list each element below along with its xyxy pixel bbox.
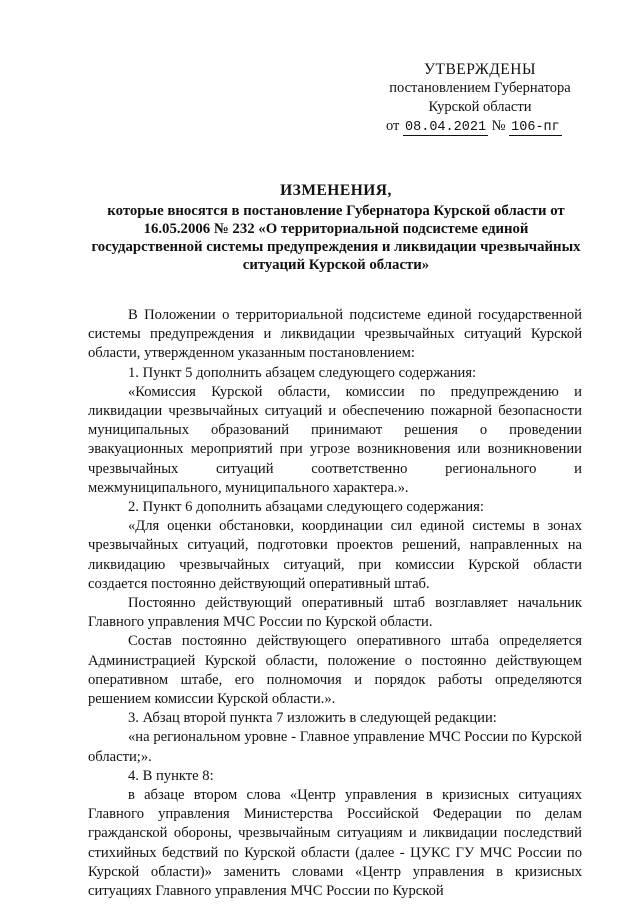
approval-line-1: постановлением Губернатора (389, 80, 571, 96)
paragraph: «Для оценки обстановки, координации сил единой системы в зонах чрезвычайных ситуаций, подготовки проектов решений, направленных на ликвидацию чрезвычайных ситуаций, при комиссии Курской области создается постоянно действующий оперативный штаб. (88, 518, 582, 592)
approval-stamp (380, 60, 580, 137)
approval-number: 106-пг (511, 120, 560, 135)
paragraph: 1. Пункт 5 дополнить абзацем следующего содержания: (128, 364, 477, 381)
paragraph: 3. Абзац второй пункта 7 изложить в следующей редакции: (128, 710, 497, 727)
approval-from: от (386, 118, 400, 134)
approval-number-sign: № (491, 118, 506, 134)
heading-title: ИЗМЕНЕНИЯ, (280, 182, 392, 199)
paragraph: Состав постоянно действующего оперативного штаба определяется Администрацией Курской области, положение о постоянно действующем оперативном штабе, его полномочия и порядок работы определяются решением комиссии Курской области.». (88, 633, 582, 708)
heading-subtitle: которые вносятся в постановление Губернатора Курской области от 16.05.2006 № 232 «О территориальной подсистеме единой государственной системы предупреждения и ликвидации чрезвычайных ситуаций Курской области» (91, 203, 581, 273)
paragraph: Постоянно действующий оперативный штаб возглавляет начальник Главного управления МЧС России по Курской области. (88, 595, 582, 631)
paragraph: 2. Пункт 6 дополнить абзацами следующего содержания: (128, 499, 484, 516)
paragraph: «Комиссия Курской области, комиссии по предупреждению и ликвидации чрезвычайных ситуаций и обеспечению пожарной безопасности муниципальных образований принимают решения о проведении эвакуационных мероприятий при угрозе возникновения или возникновении чрезвычайных ситуаций соответственно регионального и межмуниципального, муниципального характера.». (88, 383, 582, 496)
approval-title: УТВЕРЖДЕНЫ (424, 61, 536, 78)
document-body (88, 306, 582, 901)
approval-date-line (380, 117, 580, 137)
paragraph: В Положении о территориальной подсистеме единой государственной системы предупреждения и ликвидации чрезвычайных ситуаций Курской области, утвержденном указанным постановлением: (88, 307, 582, 362)
paragraph: 4. В пункте 8: (128, 767, 214, 784)
paragraph: в абзаце втором слова «Центр управления в кризисных ситуациях Главного управления Министерства Российской Федерации по делам гражданской обороны, чрезвычайным ситуациям и ликвидации последствий стихийных бедствий по Курской области (далее - ЦУКС ГУ МЧС России по Курской области)» заменить словами «Центр управления в кризисных ситуациях Главного управления МЧС России по Курской (88, 787, 582, 900)
document-heading (88, 182, 584, 274)
paragraph: «на региональном уровне - Главное управление МЧС России по Курской области;». (88, 729, 582, 765)
approval-line-2: Курской области (428, 99, 532, 115)
approval-date: 08.04.2021 (405, 120, 487, 135)
